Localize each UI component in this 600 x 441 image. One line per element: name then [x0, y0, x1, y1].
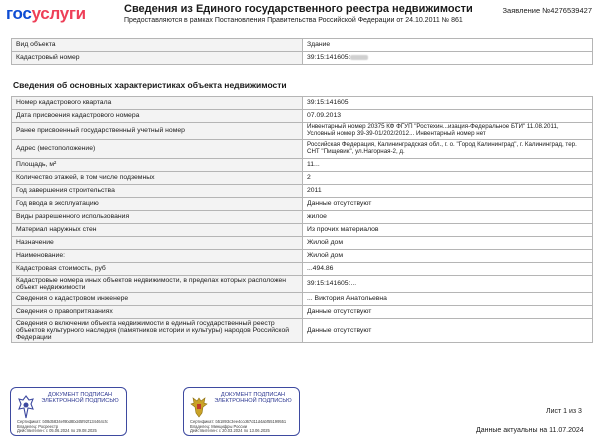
- row-label: Кадастровый номер: [12, 52, 303, 65]
- table-row: [12, 52, 593, 65]
- row-value: Данные отсутствуют: [303, 306, 593, 319]
- table-row: [12, 224, 593, 237]
- gosuslugi-logo: госуслуги: [6, 4, 86, 23]
- table-row: [12, 276, 593, 293]
- row-value: Инвентарный номер 20375 КФ ФГУП "Ростехин...изация-Федеральное БТИ" 11.08.2011, Условный номер 39-39-01/202/2012... Инвентарный номер нет: [303, 123, 593, 140]
- row-value: жилое: [303, 211, 593, 224]
- table-row: [12, 250, 593, 263]
- row-value: 2: [303, 172, 593, 185]
- object-summary-table: [11, 38, 593, 65]
- row-value: 11...: [303, 159, 593, 172]
- stamp-certificate: Сертификат: b51893c3ee4ccd67d11d4abf55199551 Владелец: Минцифры России Действителен: с 20.03.2024 по 13.06.2025: [190, 420, 287, 434]
- row-label: Назначение: [12, 237, 303, 250]
- table-row: [12, 263, 593, 276]
- document-header: [0, 0, 600, 30]
- table-row: [12, 123, 593, 140]
- double-headed-eagle-icon: [189, 394, 209, 420]
- row-label: Вид объекта: [12, 39, 303, 52]
- row-label: Кадастровые номера иных объектов недвижимости, в пределах которых расположен объект недвижимости: [12, 276, 303, 293]
- table-row: [12, 293, 593, 306]
- table-row: [12, 319, 593, 343]
- row-label: Ранее присвоенный государственный учетный номер: [12, 123, 303, 140]
- table-row: [12, 159, 593, 172]
- table-row: [12, 110, 593, 123]
- table-row: [12, 198, 593, 211]
- stamp-heading: ДОКУМЕНТ ПОДПИСАН ЭЛЕКТРОННОЙ ПОДПИСЬЮ: [41, 392, 119, 405]
- row-label: Кадастровая стоимость, руб: [12, 263, 303, 276]
- table-row: [12, 185, 593, 198]
- row-label: Сведения о кадастровом инженере: [12, 293, 303, 306]
- application-number: Заявление №4276539427: [502, 6, 592, 15]
- row-label: Количество этажей, в том числе подземных: [12, 172, 303, 185]
- row-label: Дата присвоения кадастрового номера: [12, 110, 303, 123]
- coat-of-arms-icon: [16, 394, 36, 420]
- row-label: Сведения о правопритязаниях: [12, 306, 303, 319]
- table-row: [12, 237, 593, 250]
- row-value: ... Виктория Анатольевна: [303, 293, 593, 306]
- redaction-blur: [350, 55, 368, 60]
- row-value: ...494.86: [303, 263, 593, 276]
- row-value: 39:15:141605: [303, 97, 593, 110]
- row-label: Наименование:: [12, 250, 303, 263]
- row-value: Данные отсутствуют: [303, 319, 593, 343]
- row-label: Материал наружных стен: [12, 224, 303, 237]
- table-row: [12, 172, 593, 185]
- electronic-signature-stamp: [10, 387, 127, 436]
- row-value: Жилой дом: [303, 237, 593, 250]
- row-value: Здание: [303, 39, 593, 52]
- row-value: 39:15:141605:: [303, 52, 593, 65]
- table-row: [12, 97, 593, 110]
- row-value: 2011: [303, 185, 593, 198]
- stamp-certificate: Сертификат: b08d5834ef9bd8bd45f92f134464cfc Владелец: Росреестр Действителен: с 05.06.2024 по 29.08.2025: [17, 420, 109, 434]
- row-label: Адрес (местоположение): [12, 140, 303, 159]
- page-counter: Лист 1 из 3: [546, 408, 582, 415]
- row-label: Год ввода в эксплуатацию: [12, 198, 303, 211]
- row-value: Российская Федерация, Калининградская обл., г. о. "Город Калининград", г. Калининград, тер. СНТ "Пищевик", ул.Нагорная-2, д.: [303, 140, 593, 159]
- row-value: 39:15:141605:...: [303, 276, 593, 293]
- row-label: Виды разрешенного использования: [12, 211, 303, 224]
- table-row: [12, 306, 593, 319]
- row-label: Площадь, м²: [12, 159, 303, 172]
- table-row: [12, 39, 593, 52]
- row-label: Номер кадастрового квартала: [12, 97, 303, 110]
- document-subtitle: Предоставляются в рамках Постановления Правительства Российской Федерации от 24.10.2011 № 861: [124, 17, 463, 24]
- electronic-signature-stamp: [183, 387, 300, 436]
- row-value: Данные отсутствуют: [303, 198, 593, 211]
- document-title: Сведения из Единого государственного реестра недвижимости: [124, 3, 473, 15]
- table-row: [12, 211, 593, 224]
- row-label: Сведения о включении объекта недвижимости в единый государственный реестр объектов культурного наследия (памятников истории и культуры) народов Российской Федерации: [12, 319, 303, 343]
- stamp-heading: ДОКУМЕНТ ПОДПИСАН ЭЛЕКТРОННОЙ ПОДПИСЬЮ: [214, 392, 292, 405]
- row-label: Год завершения строительства: [12, 185, 303, 198]
- row-value: Из прочих материалов: [303, 224, 593, 237]
- characteristics-table: [11, 96, 593, 343]
- row-value: 07.09.2013: [303, 110, 593, 123]
- data-actual-date: Данные актуальны на 11.07.2024: [476, 427, 584, 434]
- row-value: Жилой дом: [303, 250, 593, 263]
- table-row: [12, 140, 593, 159]
- section-title: Сведения об основных характеристиках объекта недвижимости: [13, 80, 287, 90]
